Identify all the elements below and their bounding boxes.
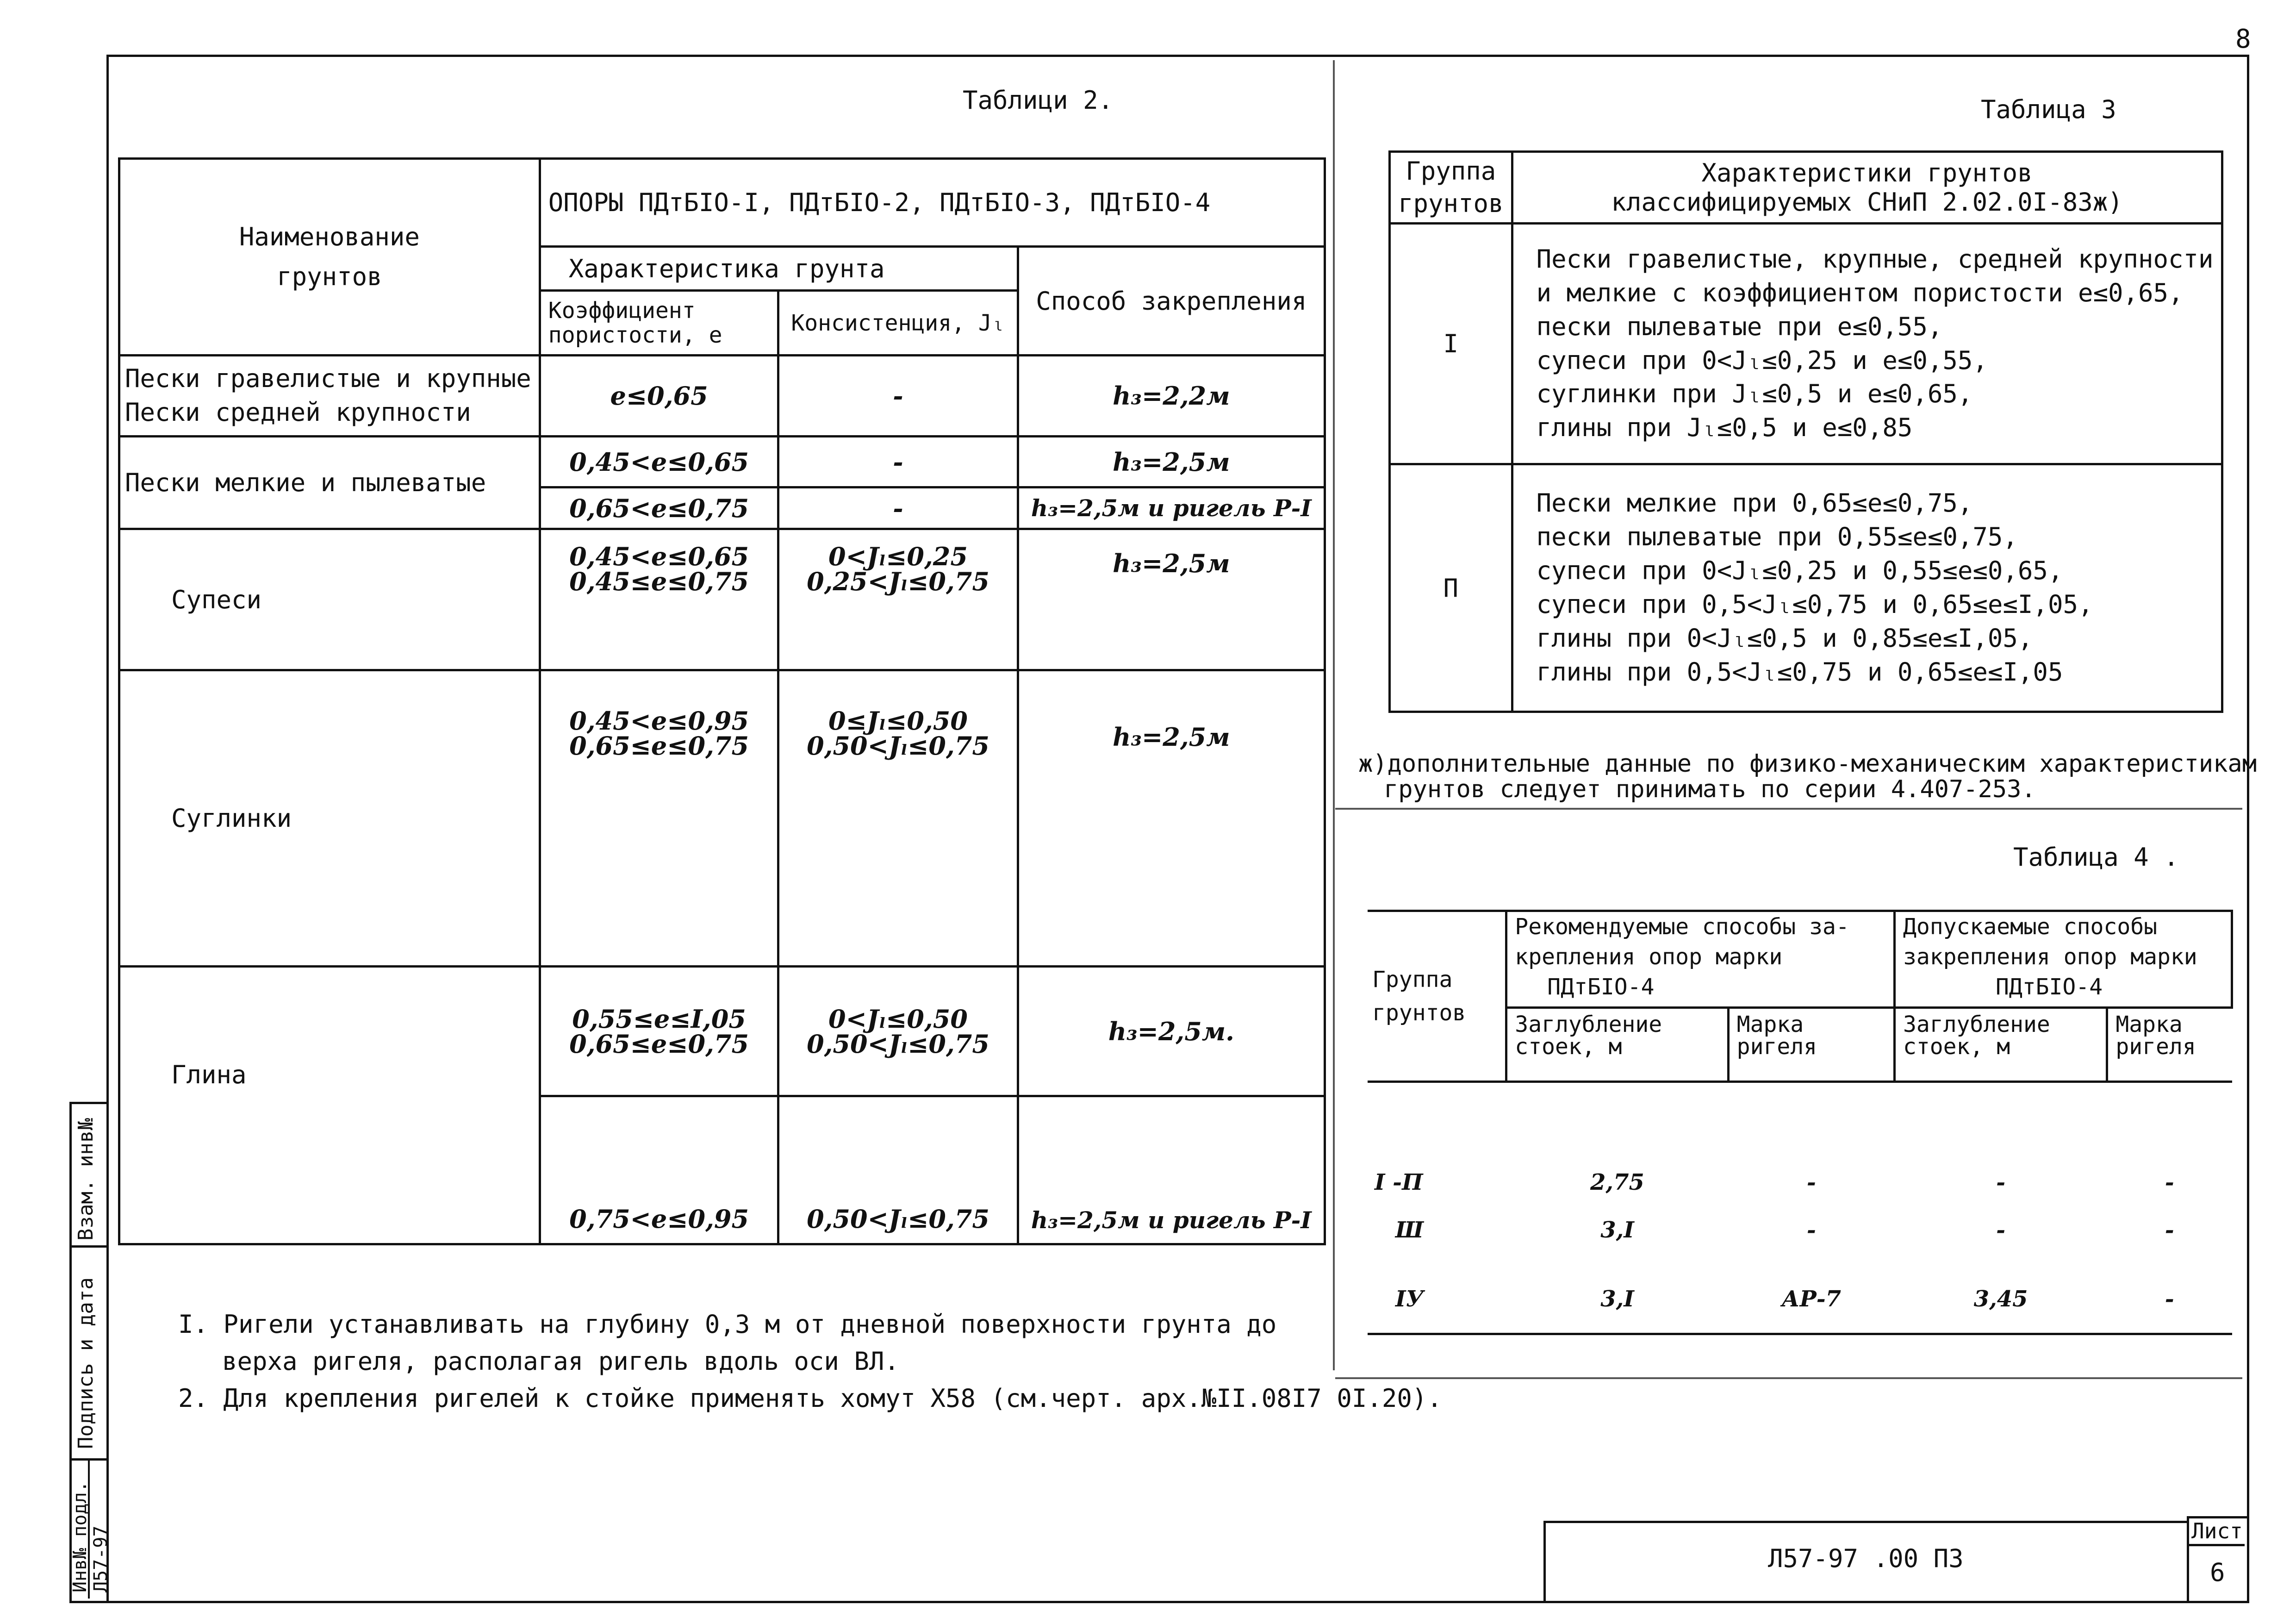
- table-row: [119, 356, 1325, 437]
- porosity-value: e≤0,65: [540, 356, 778, 437]
- soil-char-header: Характеристика грунта: [540, 247, 1018, 291]
- recommended-header-line: ПДтБIO-4: [1547, 974, 1655, 1000]
- mark-value: -: [1806, 1217, 1816, 1243]
- note-1-line-1: I. Ригели устанавливать на глубину 0,3 м от дневной поверхности грунта до: [178, 1310, 1277, 1339]
- char-line: супеси при 0<Jₗ≤0,25 и e≤0,55,: [1536, 345, 1988, 375]
- allowed-header-line: ПДтБIO-4: [1995, 974, 2103, 1000]
- table2-caption: Таблици 2.: [963, 86, 1114, 115]
- porosity-value: 0,65≤e≤0,75: [569, 731, 749, 761]
- depth-value: 3,I: [1506, 1265, 1728, 1334]
- depth-value: 3,I: [1600, 1217, 1634, 1243]
- method-value: h₃=2,5м: [1018, 670, 1325, 967]
- table-row: [119, 670, 1325, 967]
- sheet-label: Лист: [2191, 1518, 2243, 1543]
- table2: [118, 157, 1326, 1245]
- method-value: h₃=2,5м и ригель Р-I: [1018, 1096, 1325, 1244]
- depth-value: 3,45: [1894, 1265, 2107, 1334]
- table-row: [1390, 464, 2222, 712]
- table-row: [119, 529, 1325, 670]
- soil-name: Супеси: [119, 529, 540, 670]
- group-header: Группа грунтов: [1390, 152, 1512, 224]
- sheet-number: 6: [2210, 1558, 2225, 1587]
- consistency-value: 0<Jₗ≤0,50: [828, 1004, 968, 1034]
- char-line: глины при Jₗ≤0,5 и e≤0,85: [1536, 413, 1913, 443]
- consistency-value: 0,25<Jₗ≤0,75: [807, 567, 989, 596]
- char-line: суглинки при Jₗ≤0,5 и e≤0,65,: [1536, 379, 1973, 409]
- group-value: I: [1390, 224, 1512, 464]
- table4: [1368, 910, 2233, 1335]
- mark-value: -: [1806, 1169, 1816, 1195]
- mark-header: Марка ригеля: [2107, 1008, 2232, 1082]
- table-row: [119, 437, 1325, 487]
- recommended-header-line: Рекомендуемые способы за-: [1515, 914, 1849, 940]
- char-line: пески пылеватые при 0,55≤e≤0,75,: [1536, 522, 2018, 552]
- inv-label: Инв№ подл.: [69, 1481, 91, 1593]
- consistency-header: Консистенция, Jₗ: [778, 291, 1018, 356]
- table3-footnote-line-2: грунтов следует принимать по серии 4.407-253.: [1384, 775, 2036, 803]
- porosity-value: 0,65<e≤0,75: [540, 487, 778, 529]
- table3-caption: Таблица 3: [1981, 95, 2116, 124]
- allowed-header: [1894, 911, 2232, 1008]
- mark-value: АР-7: [1728, 1265, 1894, 1334]
- table-row: [119, 967, 1325, 1096]
- group-value: IУ: [1368, 1265, 1506, 1334]
- method-value: h₃=2,5м и ригель Р-I: [1018, 487, 1325, 529]
- char-header: [1512, 152, 2222, 224]
- allowed-header-line: закрепления опор марки: [1903, 943, 2197, 970]
- horizontal-divider: [1335, 808, 2242, 810]
- group-value: П: [1390, 464, 1512, 712]
- char-header-line: классифицируемых СНиП 2.02.0I-83ж): [1611, 187, 2123, 217]
- method-value: h₃=2,5м: [1018, 529, 1325, 670]
- char-line: глины при 0<Jₗ≤0,5 и 0,85≤e≤I,05,: [1536, 623, 2033, 653]
- char-line: супеси при 0<Jₗ≤0,25 и 0,55≤e≤0,65,: [1536, 556, 2063, 586]
- char-line: глины при 0,5<Jₗ≤0,75 и 0,65≤e≤I,05: [1536, 657, 2063, 687]
- horizontal-divider: [1335, 1377, 2242, 1379]
- recommended-header-line: крепления опор марки: [1515, 943, 1783, 970]
- table3: [1388, 150, 2223, 713]
- inv-value: Л57-97: [90, 1525, 112, 1593]
- porosity-value: 0,65≤e≤0,75: [569, 1029, 749, 1059]
- consistency-value: -: [778, 437, 1018, 487]
- consistency-value: 0,50<Jₗ≤0,75: [807, 731, 989, 761]
- consistency-value: -: [778, 487, 1018, 529]
- recommended-header: [1506, 911, 1895, 1008]
- depth-value: 2,75: [1590, 1169, 1644, 1195]
- group-header-text: Группа грунтов: [1372, 967, 1466, 1026]
- table3-footnote-line-1: ж)дополнительные данные по физико-механическим характеристикам: [1358, 750, 2257, 778]
- soil-name: Пески гравелистые и крупные: [125, 364, 531, 394]
- group-value: I -П: [1375, 1169, 1423, 1195]
- soil-name: Пески средней крупности: [125, 398, 471, 427]
- sign-label: Подпись и дата: [74, 1277, 98, 1449]
- porosity-value: 0,75<e≤0,95: [540, 1096, 778, 1244]
- depth-header: Заглубление стоек, м: [1506, 1008, 1728, 1082]
- sheet-divider: [2187, 1544, 2245, 1546]
- mark-value: -: [2165, 1169, 2174, 1195]
- char-header-line: Характеристики грунтов: [1701, 158, 2033, 187]
- consistency-value: -: [778, 356, 1018, 437]
- stamp-doc-code: Л57-97 .00 ПЗ: [1768, 1544, 1964, 1573]
- group-header: [1368, 911, 1506, 1082]
- mark-header: Марка ригеля: [1728, 1008, 1894, 1082]
- page-number: 8: [2235, 24, 2251, 54]
- method-value: h₃=2,2м: [1018, 356, 1325, 437]
- soil-name: Глина: [119, 967, 540, 1244]
- char-line: и мелкие с коэффициентом пористости e≤0,65,: [1536, 278, 2184, 307]
- vertical-divider: [1333, 60, 1335, 1370]
- supports-header: ОПОРЫ ПДтБIO-I, ПДтБIO-2, ПДтБIO-3, ПДтБIO-4: [540, 159, 1325, 247]
- depth-value: -: [1996, 1217, 2006, 1243]
- method-value: h₃=2,5м: [1018, 437, 1325, 487]
- soil-name: Суглинки: [119, 670, 540, 967]
- fix-method-header: Способ закрепления: [1018, 247, 1325, 356]
- table-row: [1368, 1082, 2232, 1195]
- consistency-value: 0,50<Jₗ≤0,75: [778, 1096, 1018, 1244]
- porosity-value: 0,45<e≤0,95: [569, 706, 749, 736]
- porosity-value: 0,45<e≤0,65: [569, 542, 749, 571]
- consistency-value: 0<Jₗ≤0,25: [828, 542, 968, 571]
- col-name-header: Наименование грунтов: [119, 159, 540, 356]
- table-row: [1368, 1265, 2232, 1334]
- side-stamp-divider: [69, 1245, 106, 1248]
- table4-caption: Таблица 4 .: [2013, 843, 2179, 872]
- consistency-value: 0,50<Jₗ≤0,75: [807, 1029, 989, 1059]
- char-line: Пески гравелистые, крупные, средней крупности: [1536, 244, 2214, 274]
- method-value: h₃=2,5м.: [1018, 967, 1325, 1096]
- porosity-header: Коэффициент пористости, e: [540, 291, 778, 356]
- replace-label: Взам. инв№: [74, 1118, 98, 1241]
- porosity-value: 0,55≤e≤I,05: [572, 1004, 746, 1034]
- note-2: 2. Для крепления ригелей к стойке применять хомут Х58 (см.черт. арх.№II.08I7 0I.20).: [178, 1384, 1442, 1413]
- porosity-value: 0,45≤e≤0,75: [569, 567, 749, 596]
- char-line: Пески мелкие при 0,65≤e≤0,75,: [1536, 488, 1973, 518]
- soil-name: Пески мелкие и пылеватые: [119, 437, 540, 529]
- allowed-header-line: Допускаемые способы: [1903, 914, 2158, 940]
- group-value: Ш: [1395, 1217, 1424, 1243]
- table-row: [1368, 1195, 2232, 1265]
- mark-value: -: [2107, 1265, 2232, 1334]
- depth-header: Заглубление стоек, м: [1894, 1008, 2107, 1082]
- porosity-value: 0,45<e≤0,65: [540, 437, 778, 487]
- table-row: [1390, 224, 2222, 464]
- char-line: пески пылеватые при e≤0,55,: [1536, 312, 1943, 341]
- mark-value: -: [2165, 1217, 2174, 1243]
- consistency-value: 0≤Jₗ≤0,50: [828, 706, 968, 736]
- char-line: супеси при 0,5<Jₗ≤0,75 и 0,65≤e≤I,05,: [1536, 590, 2093, 619]
- depth-value: -: [1996, 1169, 2006, 1195]
- note-1-line-2: верха ригеля, располагая ригель вдоль оси ВЛ.: [222, 1347, 899, 1376]
